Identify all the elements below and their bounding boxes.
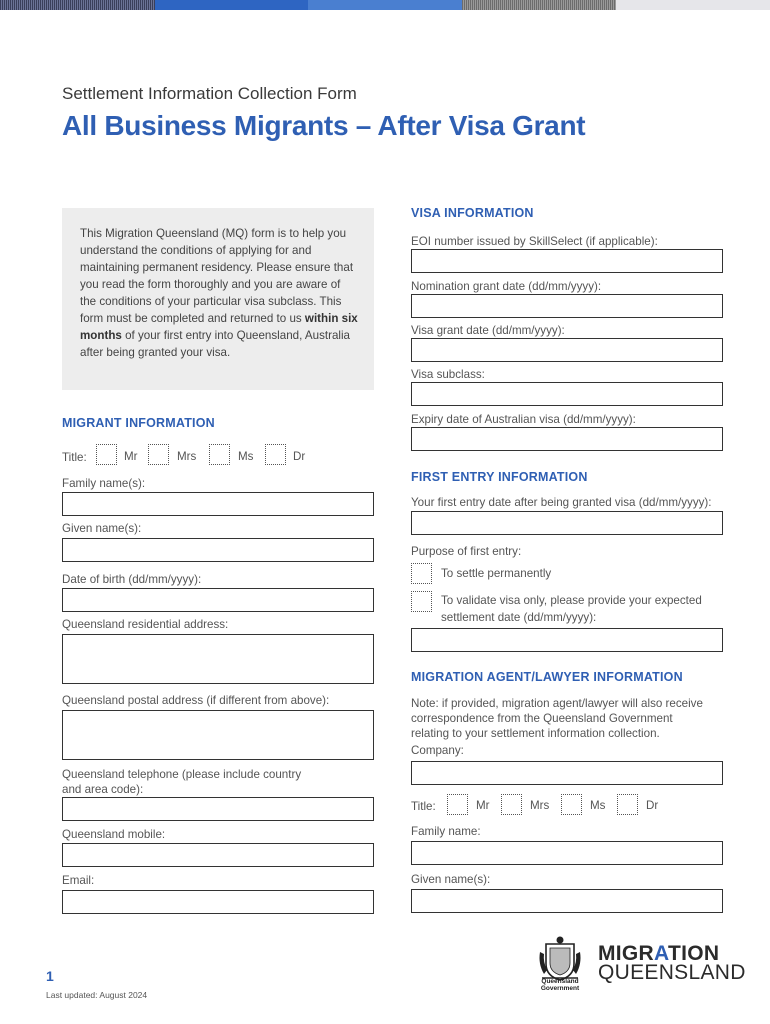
visa-subclass-label: Visa subclass: [411,368,485,381]
date-of-birth-label: Date of birth (dd/mm/yyyy): [62,573,202,586]
intro-bold-text: within six months [80,312,358,342]
settle-permanently-label: To settle permanently [441,567,552,580]
residential-address-field[interactable] [62,634,374,684]
date-of-birth-field[interactable] [62,588,374,612]
intro-text: This Migration Queensland (MQ) form is to help you understand the conditions of applying for and maintaining permanent residency. Please ensure that you read the form thoroughly and you are aware of the conditions of your particular visa subclass. This form must be completed and returned to us [80,227,354,325]
eoi-number-label: EOI number issued by SkillSelect (if applicable): [411,235,658,248]
telephone-label-line2: and area code): [62,783,144,796]
postal-address-label: Queensland postal address (if different from above): [62,694,330,707]
top-bar-segment-blue [155,0,308,10]
migrant-title-mr-checkbox[interactable] [96,444,117,465]
residential-address-label: Queensland residential address: [62,618,229,631]
migrant-title-mr-label: Mr [124,450,138,463]
validate-visa-label-line1: To validate visa only, please provide your expected [441,594,702,607]
visa-information-heading: VISA INFORMATION [411,206,534,220]
settle-permanently-checkbox[interactable] [411,563,432,584]
gov-line1: Queensland [541,978,579,985]
last-updated: Last updated: August 2024 [46,990,148,1000]
intro-box [62,208,374,390]
agent-note-line1: Note: if provided, migration agent/lawyer will also receive [411,697,703,710]
visa-grant-date-field[interactable] [411,338,723,362]
nomination-date-field[interactable] [411,294,723,318]
telephone-field[interactable] [62,797,374,821]
agent-given-name-field[interactable] [411,889,723,913]
agent-title-mrs-checkbox[interactable] [501,794,522,815]
nomination-date-label: Nomination grant date (dd/mm/yyyy): [411,280,602,293]
migration-queensland-logo-line2: QUEENSLAND [598,961,746,984]
agent-title-dr-checkbox[interactable] [617,794,638,815]
top-color-bar [0,0,770,10]
telephone-label-line1: Queensland telephone (please include country [62,768,302,781]
migrant-title-ms-checkbox[interactable] [209,444,230,465]
given-name-field[interactable] [62,538,374,562]
queensland-government-text [532,978,588,992]
agent-family-name-field[interactable] [411,841,723,865]
visa-subclass-field[interactable] [411,382,723,406]
family-name-field[interactable] [62,492,374,516]
form-subtitle: Settlement Information Collection Form [62,84,357,103]
migrant-title-mrs-label: Mrs [177,450,197,463]
given-name-label: Given name(s): [62,522,142,535]
mobile-label: Queensland mobile: [62,828,166,841]
migrant-title-mrs-checkbox[interactable] [148,444,169,465]
visa-grant-date-label: Visa grant date (dd/mm/yyyy): [411,324,565,337]
first-entry-date-field[interactable] [411,511,723,535]
migrant-information-heading: MIGRANT INFORMATION [62,416,215,430]
agent-title-mrs-label: Mrs [530,799,550,812]
top-bar-segment-pattern [0,0,155,10]
agent-title-ms-checkbox[interactable] [561,794,582,815]
agent-note-line3: relating to your settlement information collection. [411,727,660,740]
agent-information-heading: MIGRATION AGENT/LAWYER INFORMATION [411,670,683,684]
family-name-label: Family name(s): [62,477,146,490]
mobile-field[interactable] [62,843,374,867]
gov-line2: Government [540,985,580,992]
page-number: 1 [46,968,54,984]
intro-text-end: of your first entry into Queensland, Australia after being granted your visa. [80,329,351,359]
agent-family-name-label: Family name: [411,825,481,838]
visa-expiry-field[interactable] [411,427,723,451]
purpose-label: Purpose of first entry: [411,545,522,558]
form-title: All Business Migrants – After Visa Grant [62,110,586,141]
email-label: Email: [62,874,95,887]
migrant-title-label: Title: [62,451,87,464]
migration-queensland-logo-line1: MIGRATION [598,942,720,965]
migrant-title-dr-label: Dr [293,450,306,463]
visa-expiry-label: Expiry date of Australian visa (dd/mm/yyyy): [411,413,636,426]
migrant-title-ms-label: Ms [238,450,254,463]
validate-visa-checkbox[interactable] [411,591,432,612]
company-label: Company: [411,744,464,757]
first-entry-information-heading: FIRST ENTRY INFORMATION [411,470,588,484]
migrant-title-dr-checkbox[interactable] [265,444,286,465]
agent-note-line2: correspondence from the Queensland Government [411,712,673,725]
eoi-number-field[interactable] [411,249,723,273]
company-field[interactable] [411,761,723,785]
top-bar-segment-grey [462,0,616,10]
email-field[interactable] [62,890,374,914]
validate-visa-label-line2: settlement date (dd/mm/yyyy): [441,611,597,624]
agent-title-ms-label: Ms [590,799,606,812]
agent-title-mr-label: Mr [476,799,490,812]
postal-address-field[interactable] [62,710,374,760]
agent-title-mr-checkbox[interactable] [447,794,468,815]
agent-given-name-label: Given name(s): [411,873,491,886]
agent-title-dr-label: Dr [646,799,659,812]
settlement-date-field[interactable] [411,628,723,652]
top-bar-segment-blue-light [308,0,462,10]
top-bar-segment-light [616,0,770,10]
first-entry-date-label: Your first entry date after being granted visa (dd/mm/yyyy): [411,496,712,509]
agent-title-label: Title: [411,800,436,813]
